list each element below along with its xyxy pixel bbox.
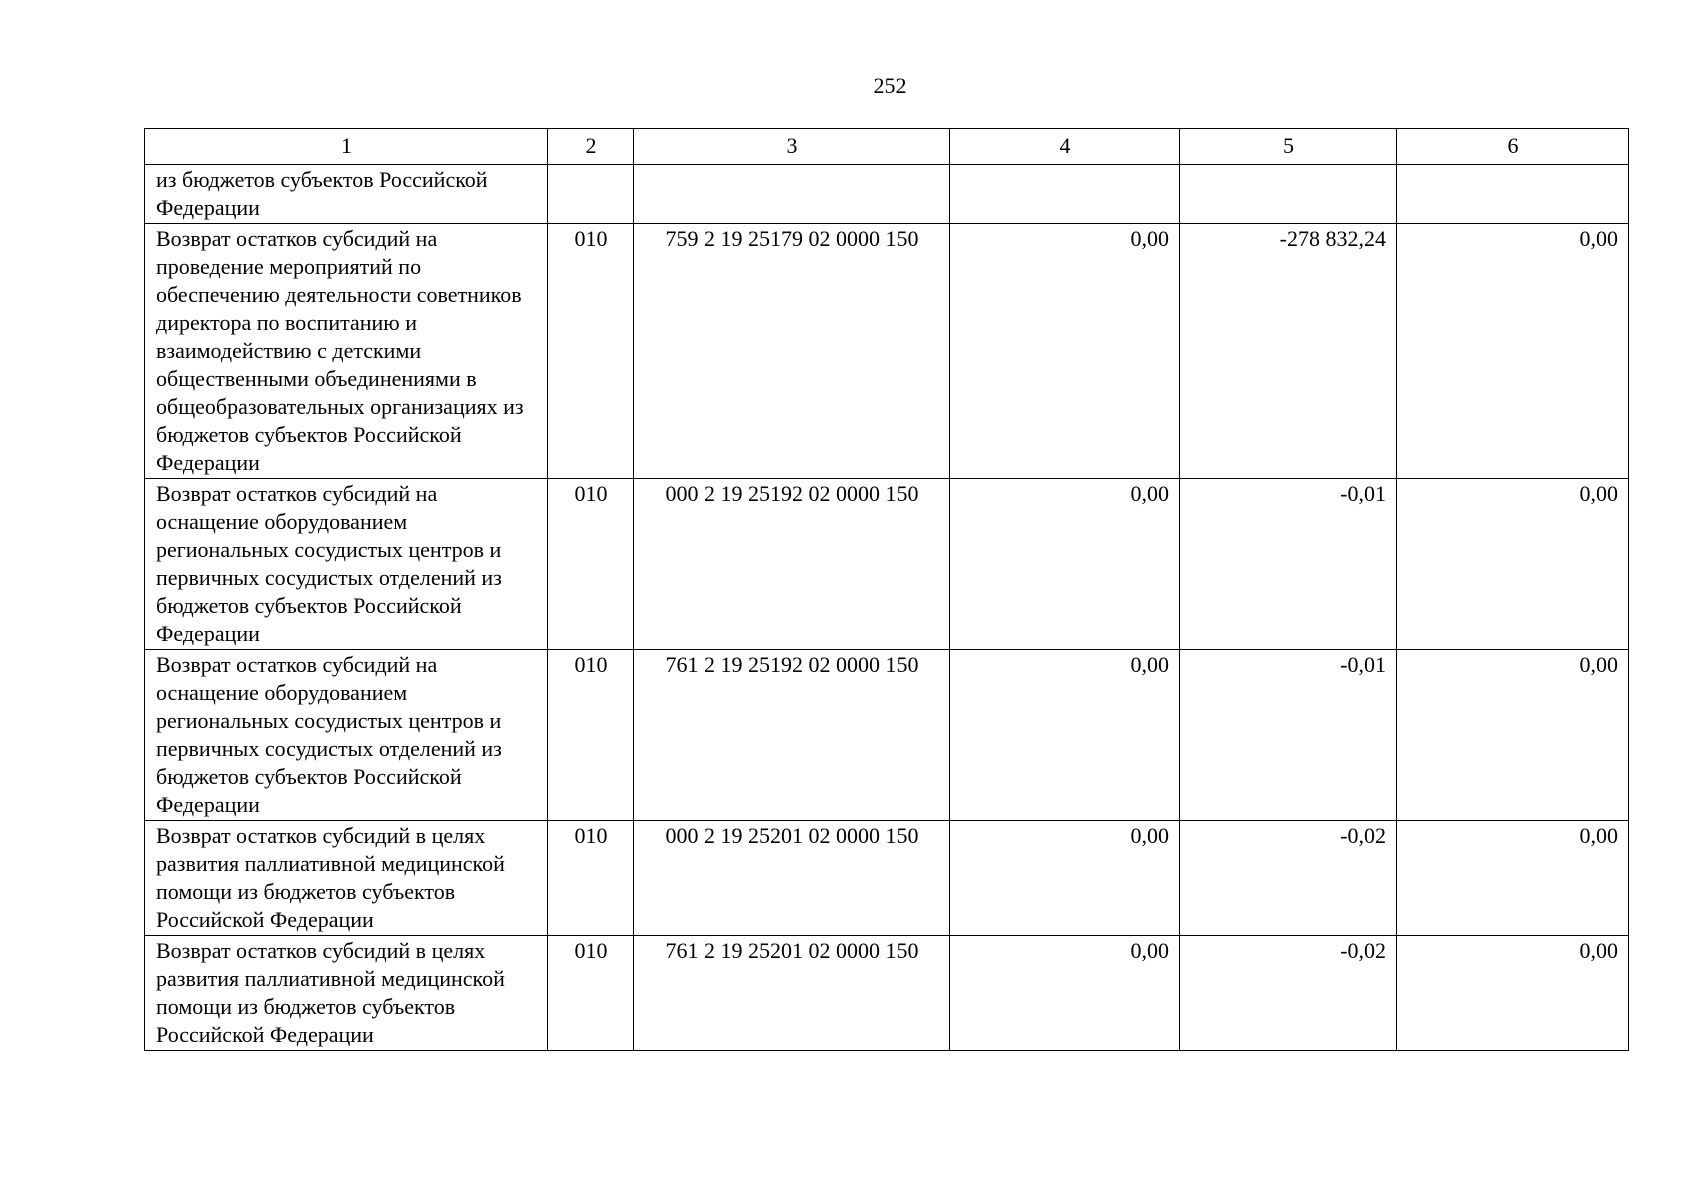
income-name-cell: Возврат остатков субсидий на оснащение оборудованием региональных сосудистых центров и первичных сосудистых отделений из бюджетов субъектов Российской Федерации <box>145 479 548 650</box>
budget-code-cell: 759 2 19 25179 02 0000 150 <box>634 224 950 479</box>
table-row <box>145 224 1629 479</box>
value-col4-cell: 0,00 <box>950 479 1180 650</box>
value-col4-cell: 0,00 <box>950 821 1180 936</box>
value-col6-cell: 0,00 <box>1397 650 1629 821</box>
value-col6-cell: 0,00 <box>1397 821 1629 936</box>
admin-code-cell: 010 <box>548 224 634 479</box>
value-col6-cell <box>1397 165 1629 224</box>
column-header-5: 5 <box>1180 129 1397 165</box>
value-col6-cell: 0,00 <box>1397 936 1629 1051</box>
value-col5-cell: -0,02 <box>1180 821 1397 936</box>
value-col5-cell: -278 832,24 <box>1180 224 1397 479</box>
column-header-4: 4 <box>950 129 1180 165</box>
admin-code-cell: 010 <box>548 479 634 650</box>
table-row <box>145 165 1629 224</box>
value-col5-cell: -0,01 <box>1180 650 1397 821</box>
budget-code-cell: 000 2 19 25201 02 0000 150 <box>634 821 950 936</box>
income-name-cell: из бюджетов субъектов Российской Федерации <box>145 165 548 224</box>
budget-code-cell: 000 2 19 25192 02 0000 150 <box>634 479 950 650</box>
value-col4-cell: 0,00 <box>950 936 1180 1051</box>
budget-code-cell: 761 2 19 25201 02 0000 150 <box>634 936 950 1051</box>
table-row <box>145 650 1629 821</box>
value-col5-cell: -0,02 <box>1180 936 1397 1051</box>
value-col5-cell <box>1180 165 1397 224</box>
value-col4-cell <box>950 165 1180 224</box>
column-header-6: 6 <box>1397 129 1629 165</box>
budget-table <box>144 128 1629 1051</box>
value-col5-cell: -0,01 <box>1180 479 1397 650</box>
column-header-2: 2 <box>548 129 634 165</box>
value-col4-cell: 0,00 <box>950 650 1180 821</box>
income-name-cell: Возврат остатков субсидий на проведение мероприятий по обеспечению деятельности советников директора по воспитанию и взаимодействию с детскими общественными объединениями в общеобразовательных организациях из бюджетов субъектов Российской Федерации <box>145 224 548 479</box>
page-number: 252 <box>873 73 907 98</box>
value-col6-cell: 0,00 <box>1397 479 1629 650</box>
admin-code-cell: 010 <box>548 650 634 821</box>
budget-code-cell <box>634 165 950 224</box>
table-header <box>145 129 1629 165</box>
budget-code-cell: 761 2 19 25192 02 0000 150 <box>634 650 950 821</box>
admin-code-cell <box>548 165 634 224</box>
column-header-1: 1 <box>145 129 548 165</box>
income-name-cell: Возврат остатков субсидий в целях развития паллиативной медицинской помощи из бюджетов субъектов Российской Федерации <box>145 821 548 936</box>
table-row <box>145 821 1629 936</box>
value-col6-cell: 0,00 <box>1397 224 1629 479</box>
header-row <box>145 129 1629 165</box>
admin-code-cell: 010 <box>548 821 634 936</box>
admin-code-cell: 010 <box>548 936 634 1051</box>
value-col4-cell: 0,00 <box>950 224 1180 479</box>
table-row <box>145 936 1629 1051</box>
column-header-3: 3 <box>634 129 950 165</box>
income-name-cell: Возврат остатков субсидий на оснащение оборудованием региональных сосудистых центров и первичных сосудистых отделений из бюджетов субъектов Российской Федерации <box>145 650 548 821</box>
income-name-cell: Возврат остатков субсидий в целях развития паллиативной медицинской помощи из бюджетов субъектов Российской Федерации <box>145 936 548 1051</box>
table-body <box>145 165 1629 1051</box>
table-row <box>145 479 1629 650</box>
